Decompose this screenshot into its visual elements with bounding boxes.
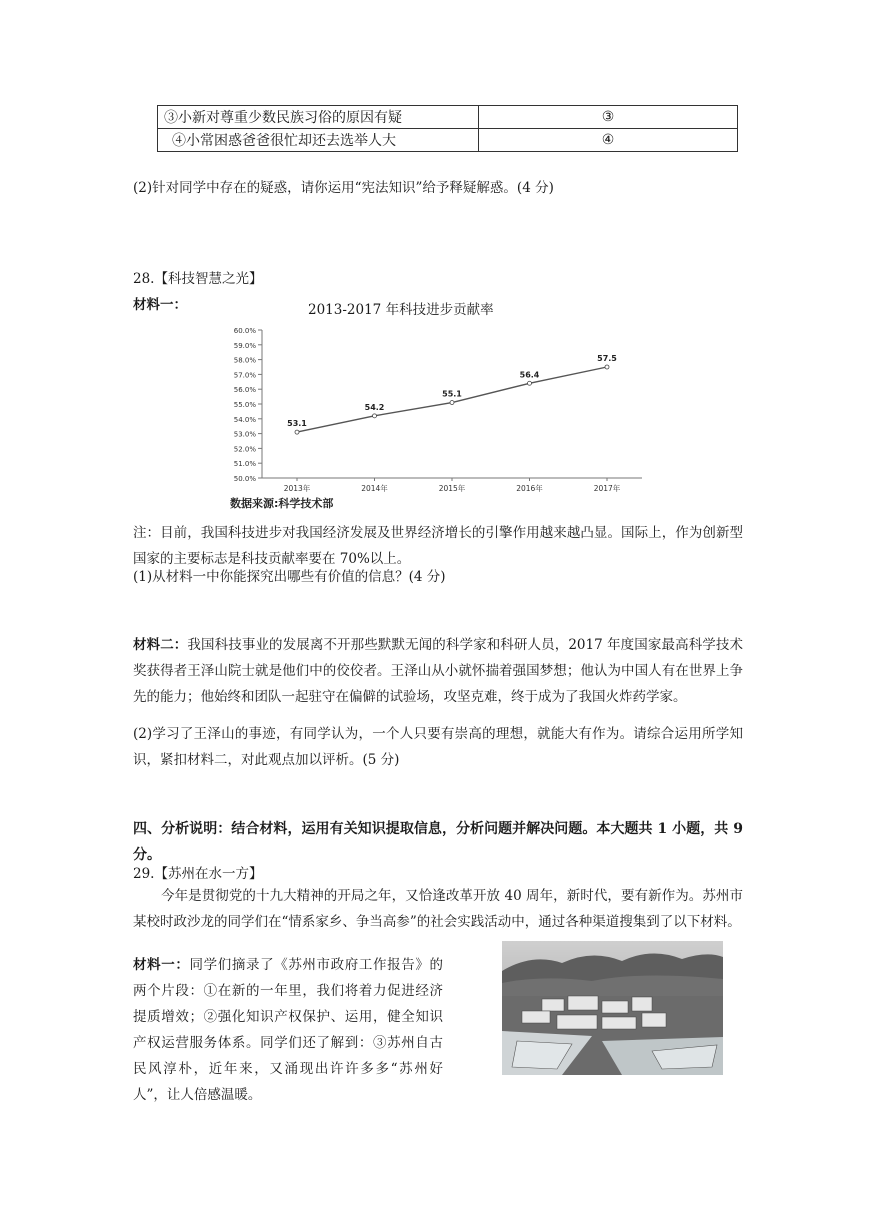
data-point	[373, 414, 377, 418]
data-point	[295, 430, 299, 434]
data-point	[450, 401, 454, 405]
chart-title: 2013-2017 年科技进步贡献率	[308, 302, 494, 318]
y-tick-label: 56.0%	[233, 386, 256, 395]
x-tick-label: 2013年	[283, 484, 311, 493]
y-tick-label: 54.0%	[233, 415, 256, 424]
table-cell: ④	[479, 129, 738, 152]
x-tick-label: 2015年	[438, 484, 466, 493]
status-table	[157, 105, 738, 152]
data-point	[605, 365, 609, 369]
table-row	[158, 129, 738, 152]
line-chart	[222, 320, 652, 515]
x-tick-label: 2017年	[593, 484, 621, 493]
material-1-label: 材料一：	[133, 297, 187, 313]
data-point	[528, 381, 532, 385]
data-label: 54.2	[364, 402, 385, 412]
y-tick-label: 57.0%	[233, 371, 256, 380]
y-tick-label: 60.0%	[233, 327, 256, 335]
y-tick-label: 55.0%	[233, 401, 256, 409]
x-tick-label: 2016年	[516, 484, 543, 493]
y-tick-label: 53.0%	[233, 430, 256, 439]
table-cell: ③	[479, 106, 738, 129]
data-label: 57.5	[597, 354, 617, 363]
table-cell: ③小新对尊重少数民族习俗的原因有疑	[158, 106, 479, 129]
note-text: 注：目前，我国科技进步对我国经济发展及世界经济增长的引擎作用越来越凸显。国际上，作为创新型国家的主要标志是科技贡献率要在 70%以上。	[133, 525, 743, 567]
suzhou-photo	[502, 941, 723, 1075]
chart-source: 数据来源:科学技术部	[230, 497, 334, 510]
y-tick-label: 58.0%	[233, 356, 256, 365]
q29-intro: 今年是贯彻党的十九大精神的开局之年，又恰逢改革开放 40 周年，新时代，要有新作为。苏州市某校时政沙龙的同学们在“情系家乡、争当高参”的社会实践活动中，通过各种渠道搜集到了以下材料。	[133, 888, 743, 930]
y-tick-label: 59.0%	[233, 341, 256, 350]
table-cell: ④小常困惑爸爸很忙却还去选举人大	[158, 129, 479, 152]
y-tick-label: 50.0%	[233, 475, 256, 483]
question-28-heading: 28.【科技智慧之光】	[133, 271, 263, 287]
question-28-2: (2)学习了王泽山的事迹，有同学认为，一个人只要有崇高的理想，就能大有作为。请综合运用所学知识，紧扣材料二，对此观点加以评析。(5 分)	[133, 726, 743, 768]
data-label: 55.1	[442, 389, 462, 399]
q29-material-1	[133, 952, 443, 1108]
data-label: 56.4	[519, 370, 540, 380]
question-29-heading: 29.【苏州在水一方】	[133, 866, 263, 882]
material-2-text: 我国科技事业的发展离不开那些默默无闻的科学家和科研人员，2017 年度国家最高科学技术奖获得者王泽山院士就是他们中的佼佼者。王泽山从小就怀揣着强国梦想；他认为中国人有在世界上争先的能力；他始终和团队一起驻守在偏僻的试验场，攻坚克难，终于成为了我国火炸药学家。	[133, 637, 743, 705]
q29-material-1-text: 同学们摘录了《苏州市政府工作报告》的两个片段：①在新的一年里，我们将着力促进经济提质增效；②强化知识产权保护、运用，健全知识产权运营服务体系。同学们还了解到：③苏州自古民风淳朴，近年来，又涌现出许许多多“苏州好人”，让人倍感温暖。	[133, 957, 444, 1103]
series-line	[297, 367, 607, 432]
q29-material-1-label: 材料一：	[133, 957, 190, 973]
data-label: 53.1	[287, 419, 307, 429]
question-27-2: (2)针对同学中存在的疑惑，请你运用“宪法知识”给予释疑解惑。(4 分)	[133, 180, 554, 196]
question-28-1: (1)从材料一中你能探究出哪些有价值的信息？(4 分)	[133, 569, 446, 585]
y-tick-label: 51.0%	[233, 460, 256, 469]
material-2-paragraph	[133, 632, 743, 710]
material-2-label: 材料二：	[133, 637, 188, 653]
y-tick-label: 52.0%	[233, 445, 256, 454]
table-row	[158, 106, 738, 129]
section-4-heading: 四、分析说明：结合材料，运用有关知识提取信息，分析问题并解决问题。本大题共 1 小题，共 9 分。	[133, 821, 743, 863]
x-tick-label: 2014年	[361, 484, 388, 493]
